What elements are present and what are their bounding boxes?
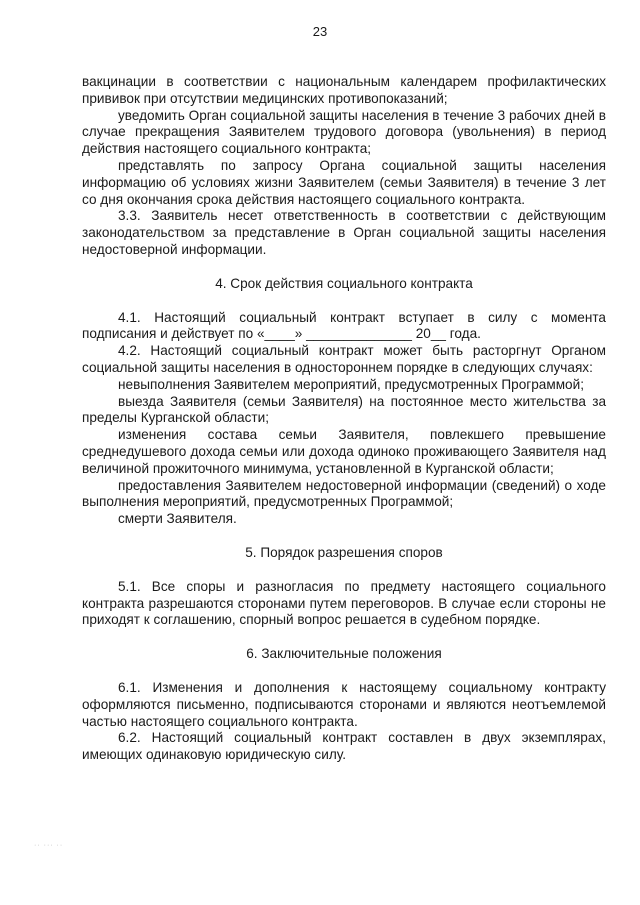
paragraph: смерти Заявителя. (118, 511, 237, 527)
paragraph: выезда Заявителя (семьи Заявителя) на постоянное место жительства за пределы Курганской области; (82, 393, 606, 426)
section-heading-4: 4. Срок действия социального контракта (215, 275, 473, 291)
document-body (82, 74, 606, 764)
paragraph: изменения состава семьи Заявителя, повлекшего превышение среднедушевого дохода семьи или дохода одиноко проживающего Заявителя над величиной прожиточного минимума, установленной в Курганской области; (82, 427, 606, 476)
paragraph: 5.1. Все споры и разногласия по предмету настоящего социального контракта разрешаются сторонами путем переговоров. В случае если стороны не приходят к соглашению, спорный вопрос решается в судебном порядке. (82, 578, 606, 628)
paragraph: 4.2. Настоящий социальный контракт может быть расторгнут Органом социальной защиты населения в одностороннем порядке в следующих случаях: (82, 343, 606, 375)
section-heading-5: 5. Порядок разрешения споров (245, 544, 443, 560)
paragraph: предоставления Заявителем недостоверной информации (сведений) о ходе выполнения мероприятий, предусмотренных Программой; (82, 477, 606, 510)
paragraph: 3.3. Заявитель несет ответственность в соответствии с действующим законодательством за представление в Орган социальной защиты населения недостоверной информации. (82, 208, 606, 257)
scan-artifact: ·· ··· ·· (34, 842, 64, 849)
paragraph: вакцинации в соответствии с национальным календарем профилактических прививок при отсутствии медицинских противопоказаний; (82, 74, 606, 106)
page-number: 23 (312, 24, 328, 39)
paragraph: представлять по запросу Органа социальной защиты населения информацию об условиях жизни Заявителем (семьи Заявителя) в течение 3 лет со дня окончания срока действия настоящего социального контракта. (82, 157, 606, 207)
paragraph: 6.2. Настоящий социальный контракт составлен в двух экземплярах, имеющих одинаковую юридическую силу. (82, 730, 606, 763)
section-heading-6: 6. Заключительные положения (246, 646, 442, 662)
paragraph: 6.1. Изменения и дополнения к настоящему социальному контракту оформляются письменно, подписываются сторонами и являются неотъемлемой частью настоящего социального контракта. (82, 679, 606, 729)
paragraph: 4.1. Настоящий социальный контракт вступает в силу с момента подписания и действует по «____» ______________ 20__ года. (82, 309, 606, 342)
paragraph: уведомить Орган социальной защиты населения в течение 3 рабочих дней в случае прекращения Заявителем трудового договора (увольнения) в период действия настоящего социального контракта; (82, 107, 606, 157)
paragraph: невыполнения Заявителем мероприятий, предусмотренных Программой; (118, 376, 584, 392)
